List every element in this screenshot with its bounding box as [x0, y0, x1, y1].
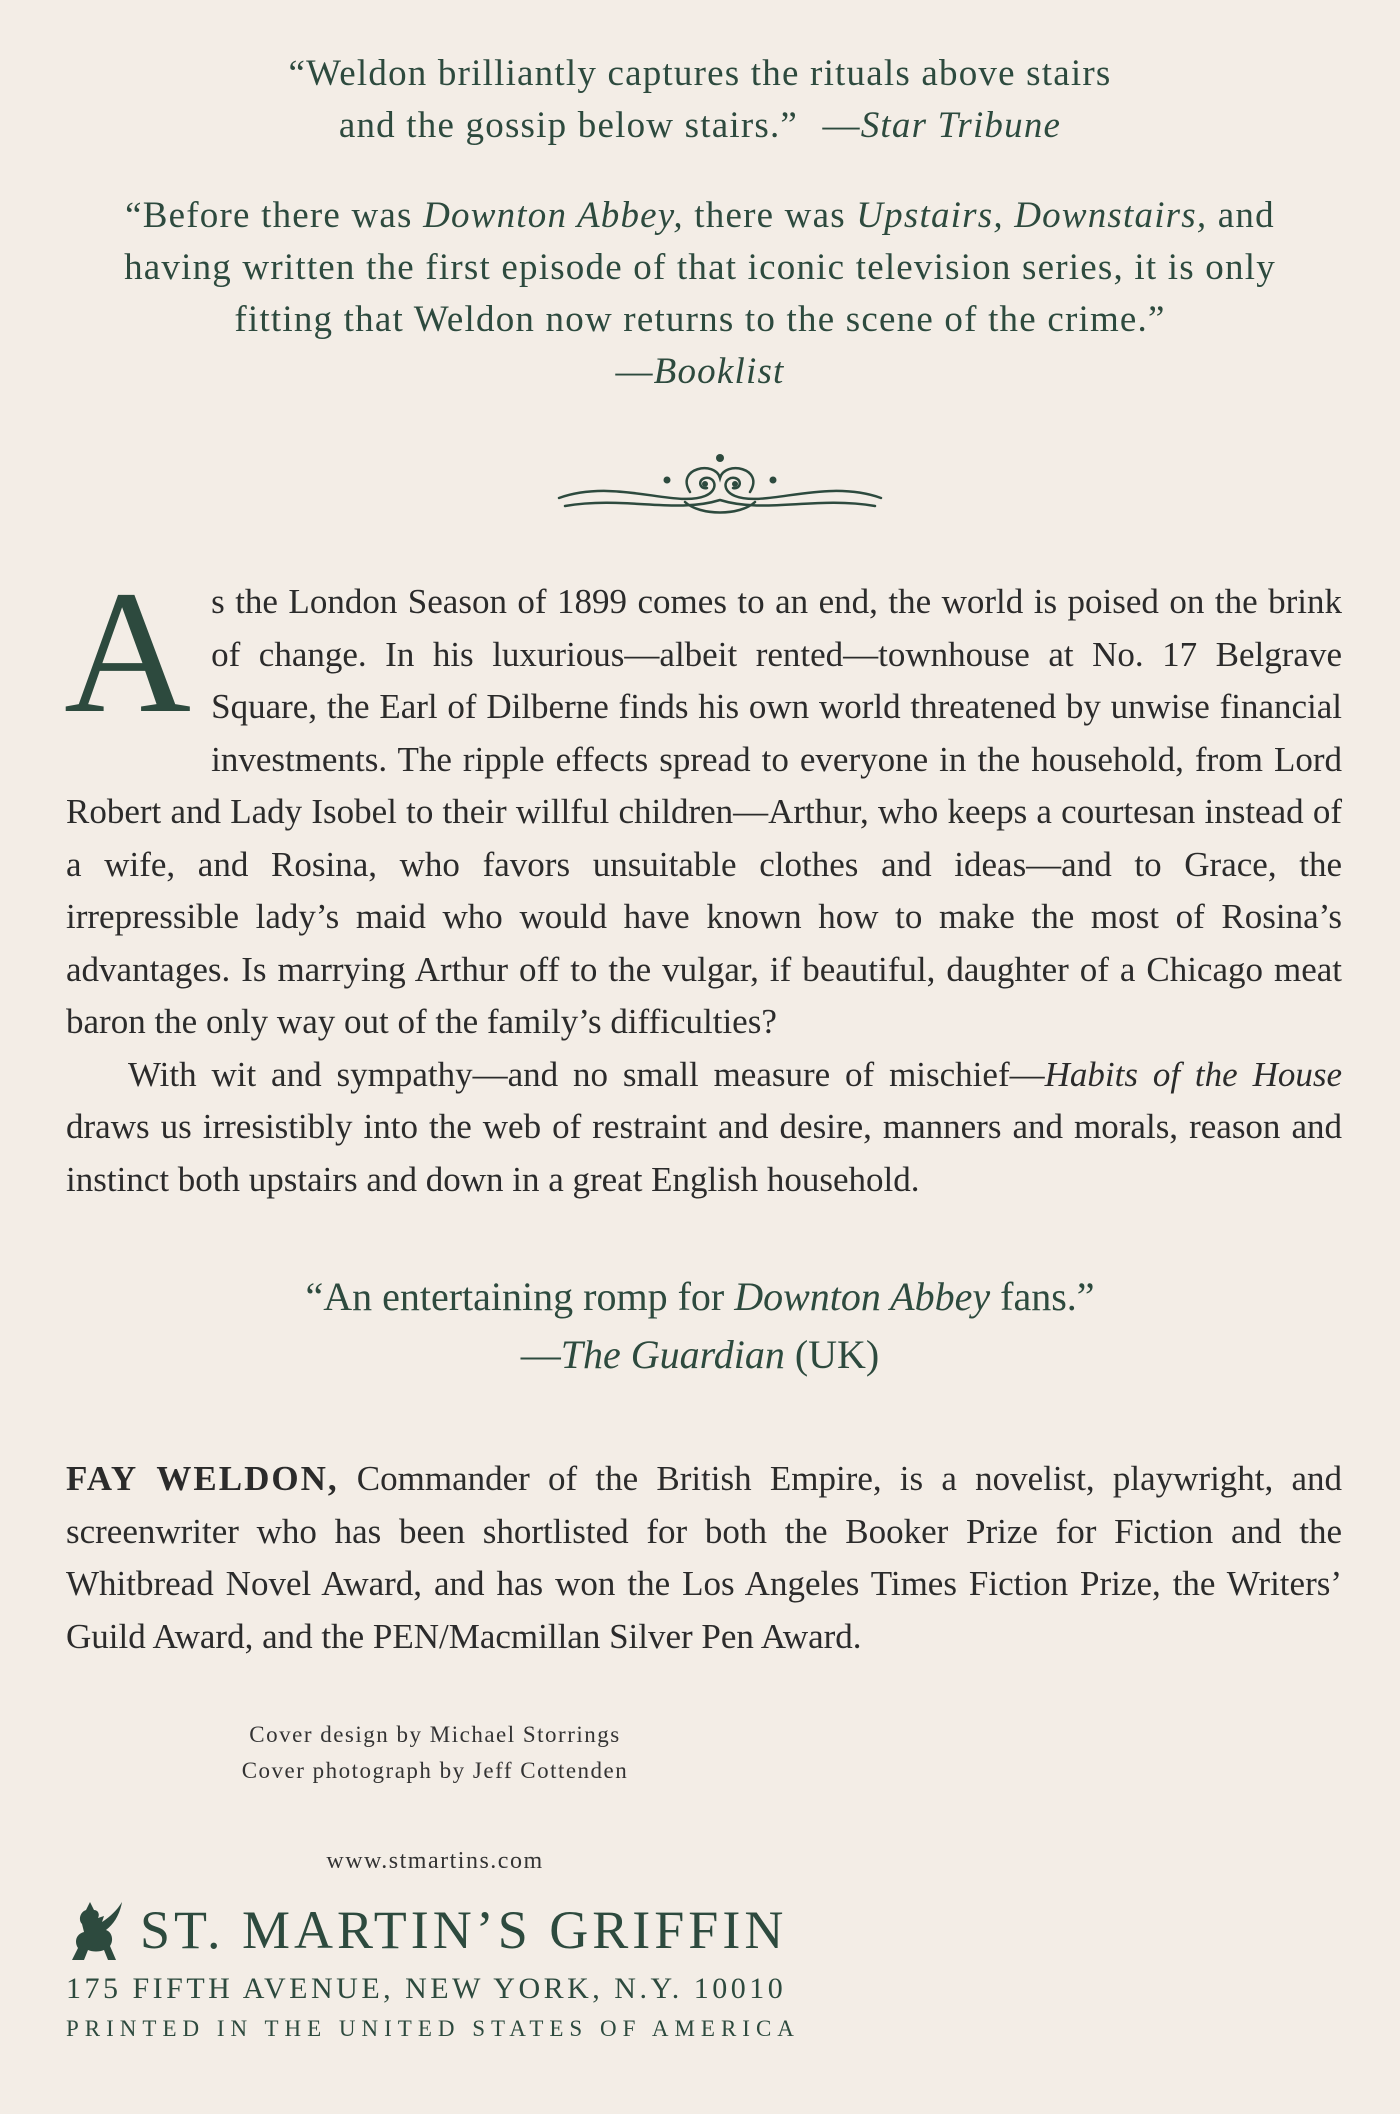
quote-source: Star Tribune [860, 105, 1062, 146]
paragraph-text: s the London Season of 1899 comes to an end, the world is poised on the brink of change. In his luxurious—albeit rented—townhouse at No. 17 Belgrave Square, the Earl of Dilberne finds his own world threatened by unwise financial investments. The ripple effects spread to everyone in the household, from Lord Robert and Lady Isobel to their willful children—Arthur, who keeps a courtesan instead of a wife, and Rosina, who favors unsuitable clothes and ideas—and to Grace, the irrepressible lady’s maid who would have known how to make the most of Rosina’s advantages. Is marrying Arthur off to the vulgar, if beautiful, daughter of a Chicago meat baron the only way out of the family’s difficulties? [66, 582, 1342, 1041]
quote-text: and the gossip below stairs.” [338, 105, 799, 146]
quote-text: “Before there was [125, 195, 424, 236]
quote-title: Upstairs, Downstairs, [856, 195, 1208, 236]
drop-cap: A [64, 555, 192, 750]
publisher-url: www.stmartins.com [326, 1848, 544, 1874]
publisher-logo [64, 1895, 787, 1965]
quote-source: The Guardian [560, 1332, 785, 1377]
quote-title: Downton Abbey [734, 1274, 991, 1319]
author-name: FAY WELDON, [66, 1459, 339, 1498]
quote-text: there was [683, 195, 857, 236]
quote-line [0, 100, 1400, 152]
cover-credits [200, 1717, 670, 1789]
description-paragraph [64, 555, 1342, 1049]
quote-attribution [0, 1326, 1400, 1384]
quote-title: Downton Abbey, [423, 195, 684, 236]
quote-line [0, 1268, 1400, 1326]
quote-line: “Weldon brilliantly captures the rituals above stairs [288, 53, 1112, 94]
paragraph-text: With wit and sympathy—and no small measure of mischief— [128, 1054, 1045, 1094]
description-paragraph [66, 1049, 1342, 1207]
book-title: Habits of the House [1044, 1054, 1342, 1094]
quote-star-tribune [0, 48, 1400, 152]
publisher-address: 175 FIFTH AVENUE, NEW YORK, N.Y. 10010 [66, 1972, 787, 2005]
quote-text: and [1207, 195, 1275, 236]
author-bio [66, 1453, 1342, 1663]
quote-guardian [0, 1268, 1400, 1384]
griffin-icon [64, 1898, 124, 1962]
quote-suffix: (UK) [784, 1332, 880, 1377]
quote-text: “An entertaining romp for [305, 1274, 735, 1319]
quote-booklist [0, 190, 1400, 398]
printed-in: PRINTED IN THE UNITED STATES OF AMERICA [66, 2016, 800, 2041]
quote-attribution [0, 346, 1400, 398]
flourish-ornament-icon [555, 448, 885, 520]
quote-dash: — [615, 351, 654, 392]
quote-dash: — [520, 1332, 561, 1377]
cover-design-credit: Cover design by Michael Storrings [249, 1722, 621, 1747]
book-description [64, 555, 1342, 1206]
cover-photo-credit: Cover photograph by Jeff Cottenden [241, 1758, 629, 1783]
quote-source: Booklist [653, 351, 785, 392]
publisher-name: ST. MARTIN’S GRIFFIN [140, 1900, 788, 1960]
quote-text: fans.” [990, 1274, 1095, 1319]
quote-line [0, 190, 1400, 242]
paragraph-text: draws us irresistibly into the web of restraint and desire, manners and morals, reason and instinct both upstairs and down in a great English household. [66, 1107, 1342, 1199]
quote-dash: — [822, 105, 861, 146]
quote-line: having written the first episode of that iconic television series, it is only [124, 247, 1276, 288]
quote-line: fitting that Weldon now returns to the scene of the crime.” [234, 299, 1166, 340]
bio-text: Commander of the British Empire, is a novelist, playwright, and screenwriter who has been shortlisted for both the Booker Prize for Fiction and the Whitbread Novel Award, and has won the Los Angeles Times Fiction Prize, the Writers’ Guild Award, and the PEN/Macmillan Silver Pen Award. [66, 1459, 1342, 1656]
